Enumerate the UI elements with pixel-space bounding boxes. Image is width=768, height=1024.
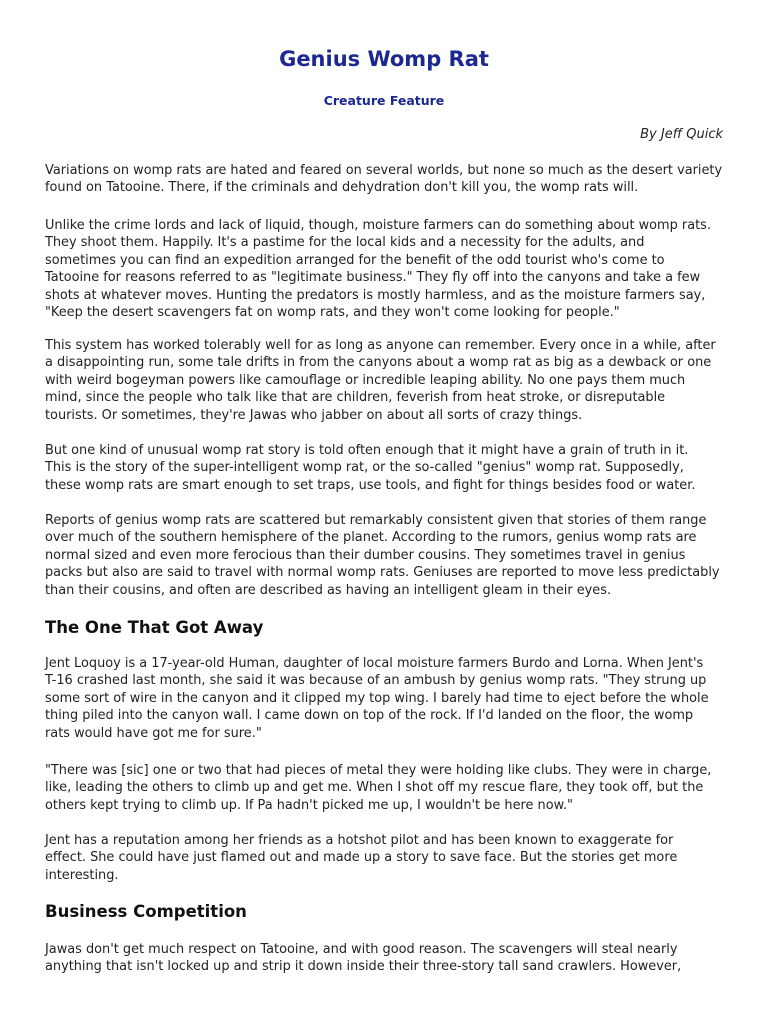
paragraph-line: packs but also are said to travel with normal womp rats. Geniuses are reported to move less predictably [45,565,720,581]
paragraph-line: shots at whatever moves. Hunting the predators is mostly harmless, and as the moisture farmers say, [45,287,706,303]
paragraph-line: rats would have got me for sure." [45,725,262,741]
paragraph-line: others kept trying to climb up. If Pa hadn't picked me up, I wouldn't be here now." [45,797,573,813]
paragraph-line: This system has worked tolerably well for as long as anyone can remember. Every once in a while, after [45,338,716,353]
paragraph-line: sometimes you can find an expedition arranged for the benefit of the odd tourist who's come to [45,252,665,268]
paragraph-line: some sort of wire in the canyon and it clipped my top wing. I barely had time to eject before the whole [45,690,709,706]
paragraph-line: Jawas don't get much respect on Tatooine, and with good reason. The scavengers will steal nearly [45,942,678,957]
paragraph-line: Reports of genius womp rats are scattered but remarkably consistent given that stories of them range [45,513,707,528]
paragraph-line: Jent has a reputation among her friends as a hotshot pilot and has been known to exaggerate for [45,833,674,848]
paragraph-line: effect. She could have just flamed out and made up a story to save face. But the stories get more [45,850,678,866]
paragraph-4 [45,442,745,494]
section-heading-one-that-got-away: The One That Got Away [45,618,264,637]
paragraph-line: mind, since the people who talk like that are children, feverish from heat stroke, or disreputable [45,390,666,406]
paragraph-line: than their cousins, and often are described as having an intelligent gleam in their eyes. [45,582,612,598]
paragraph-1 [45,162,745,197]
paragraph-line: these womp rats are smart enough to set traps, use tools, and fight for things besides food or water. [45,477,696,493]
paragraph-9 [45,941,745,976]
paragraph-2 [45,217,745,321]
paragraph-line: anything that isn't locked up and strip it down inside their three-story tall sand crawlers. However, [45,959,682,975]
paragraph-7 [45,762,745,814]
paragraph-line: tourists. Or sometimes, they're Jawas who jabber on about all sorts of crazy things. [45,407,583,423]
paragraph-line: found on Tatooine. There, if the criminals and dehydration don't kill you, the womp rats will. [45,180,639,196]
paragraph-line: T-16 crashed last month, she said it was because of an ambush by genius womp rats. "They strung up [45,673,707,689]
paragraph-6 [45,655,745,742]
paragraph-line: Tatooine for reasons referred to as "legitimate business." They fly off into the canyons and take a few [45,270,701,286]
paragraph-line: "There was [sic] one or two that had pieces of metal they were holding like clubs. They were in charge, [45,763,712,778]
paragraph-line: They shoot them. Happily. It's a pastime for the local kids and a necessity for the adults, and [45,235,645,251]
paragraph-line: Variations on womp rats are hated and feared on several worlds, but none so much as the desert variety [45,163,723,178]
paragraph-line: a disappointing run, some tale drifts in from the canyons about a womp rat as big as a dewback or one [45,355,712,371]
paragraph-line: "Keep the desert scavengers fat on womp rats, and they won't come looking for people." [45,305,620,321]
article-subtitle: Creature Feature [323,93,445,108]
paragraph-8 [45,832,745,884]
article-byline: By Jeff Quick [640,127,723,142]
paragraph-line: like, leading the others to climb up and get me. When I shot off my rescue flare, they took off, but the [45,780,704,796]
paragraph-line: interesting. [45,867,119,883]
section-heading-business-competition: Business Competition [45,902,247,921]
paragraph-line: But one kind of unusual womp rat story is told often enough that it might have a grain of truth in it. [45,443,689,458]
paragraph-line: with weird bogeyman powers like camouflage or incredible leaping ability. No one pays them much [45,372,686,388]
paragraph-line: Jent Loquoy is a 17-year-old Human, daughter of local moisture farmers Burdo and Lorna. When Jent's [45,656,704,671]
paragraph-3 [45,337,745,424]
paragraph-line: thing piled into the canyon wall. I came down on top of the rock. If I'd landed on the floor, the womp [45,708,694,724]
paragraph-5 [45,512,745,599]
paragraph-line: Unlike the crime lords and lack of liquid, though, moisture farmers can do something about womp rats. [45,218,711,233]
paragraph-line: This is the story of the super-intelligent womp rat, or the so-called "genius" womp rat. Supposedly, [45,460,684,476]
article-title: Genius Womp Rat [279,47,489,71]
paragraph-line: normal sized and even more ferocious than their dumber cousins. They sometimes travel in genius [45,547,686,563]
paragraph-line: over much of the southern hemisphere of the planet. According to the rumors, genius womp rats are [45,530,697,546]
